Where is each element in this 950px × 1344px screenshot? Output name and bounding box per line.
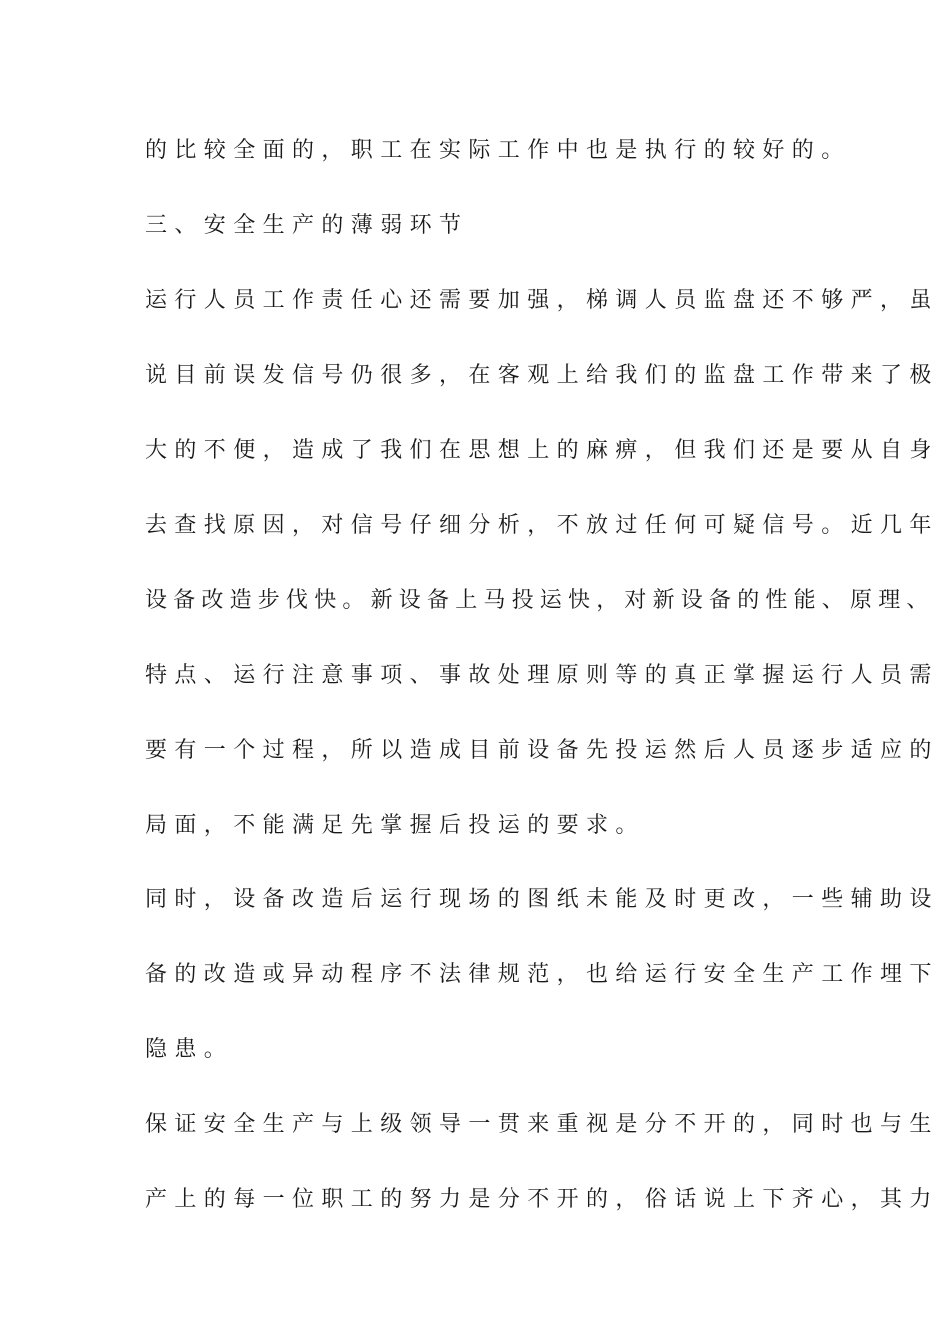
- text-line: 的比较全面的，职工在实际工作中也是执行的较好的。: [145, 138, 851, 163]
- text-line: 局面，不能满足先掌握后投运的要求。: [145, 813, 645, 838]
- text-line: 隐患。: [145, 1037, 234, 1062]
- text-line: 运行人员工作责任心还需要加强，梯调人员监盘还不够严，虽: [145, 288, 939, 313]
- text-line: 去查找原因，对信号仔细分析，不放过任何可疑信号。近几年: [145, 513, 939, 538]
- text-line: 备的改造或异动程序不法律规范，也给运行安全生产工作埋下: [145, 962, 939, 987]
- text-line: 保证安全生产与上级领导一贯来重视是分不开的，同时也与生: [145, 1112, 939, 1137]
- text-line: 产上的每一位职工的努力是分不开的，俗话说上下齐心，其力: [145, 1187, 939, 1212]
- text-line: 大的不便，造成了我们在思想上的麻痹，但我们还是要从自身: [145, 438, 939, 463]
- text-line: 设备改造步伐快。新设备上马投运快，对新设备的性能、原理、: [145, 588, 935, 613]
- text-line: 要有一个过程，所以造成目前设备先投运然后人员逐步适应的: [145, 738, 939, 763]
- section-heading: 三、安全生产的薄弱环节: [145, 213, 469, 238]
- text-line: 同时，设备改造后运行现场的图纸未能及时更改，一些辅助设: [145, 887, 939, 912]
- text-line: 特点、运行注意事项、事故处理原则等的真正掌握运行人员需: [145, 663, 939, 688]
- text-line: 说目前误发信号仍很多，在客观上给我们的监盘工作带来了极: [145, 363, 939, 388]
